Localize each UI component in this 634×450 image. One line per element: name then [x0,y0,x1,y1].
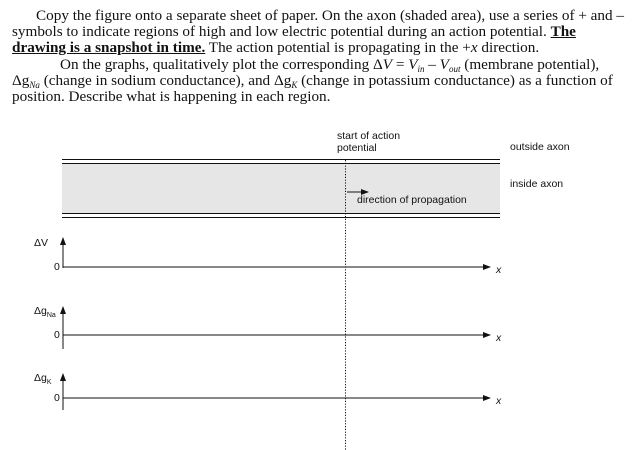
graph-delta-v-label-main: ΔV [34,237,49,249]
instr-out-subscript: out [448,63,461,74]
instr-p1-part3: direction. [477,39,540,57]
instr-p1-part2: The action potential is propagating in the + [205,39,471,57]
instr-p2-part3: (change in sodium conductance), and Δg [39,71,292,89]
instr-p2-part2: (membrane potential), Δg [12,55,600,89]
graph-delta-gk-label-main: Δg [34,372,47,384]
graph-delta-gna-label-main: Δg [34,305,47,317]
graph-delta-v-axis-label [34,237,48,249]
axon-shaded-region [62,164,500,214]
inside-axon-label: inside axon [510,178,564,190]
graph-delta-gna-x-label: x [496,332,502,344]
graph-delta-gk-zero-label: 0 [54,392,60,404]
graph-delta-v-x-label: x [496,264,502,276]
graph-delta-gna-axis-label [34,305,56,317]
start-of-action-potential-label: start of action potential [337,130,401,154]
snapshot-emphasis: The drawing is a snapshot in time. [12,23,576,57]
graph-delta-gna-label-sub: Na [46,312,56,319]
instr-vin-symbol: V [408,55,418,73]
instr-p2-part1: On the graphs, qualitatively plot the corresponding Δ [60,55,383,73]
instr-minus: – [424,55,440,73]
instr-x-variable: x [470,39,478,57]
graph-delta-v-zero-label: 0 [54,261,60,273]
instr-na-subscript: Na [29,79,40,90]
instr-equals: = [392,55,409,73]
graph-delta-gk-x-label: x [496,395,502,407]
graph-delta-gna-zero-label: 0 [54,329,60,341]
instr-p1-part1: Copy the figure onto a separate sheet of paper. On the axon (shaded area), use a series of + and – symbols to indicate regions of high and low electric potential during an action potential. [12,7,625,41]
instr-k-subscript: K [291,79,298,90]
graph-delta-gk-label-sub: K [46,379,52,386]
direction-of-propagation-label: direction of propagation [357,194,467,206]
instr-vout-symbol: V [439,55,449,73]
graph-delta-v [63,238,490,268]
graph-delta-gna [63,307,490,349]
graph-delta-gk [63,374,490,410]
instr-in-subscript: in [417,63,425,74]
instr-p2-part4: (change in potassium conductance) as a function of position. Describe what is happening in each region. [12,71,613,106]
instr-v-symbol: V [382,55,393,73]
outside-axon-label: outside axon [510,141,570,153]
graph-delta-gk-axis-label [34,372,52,384]
